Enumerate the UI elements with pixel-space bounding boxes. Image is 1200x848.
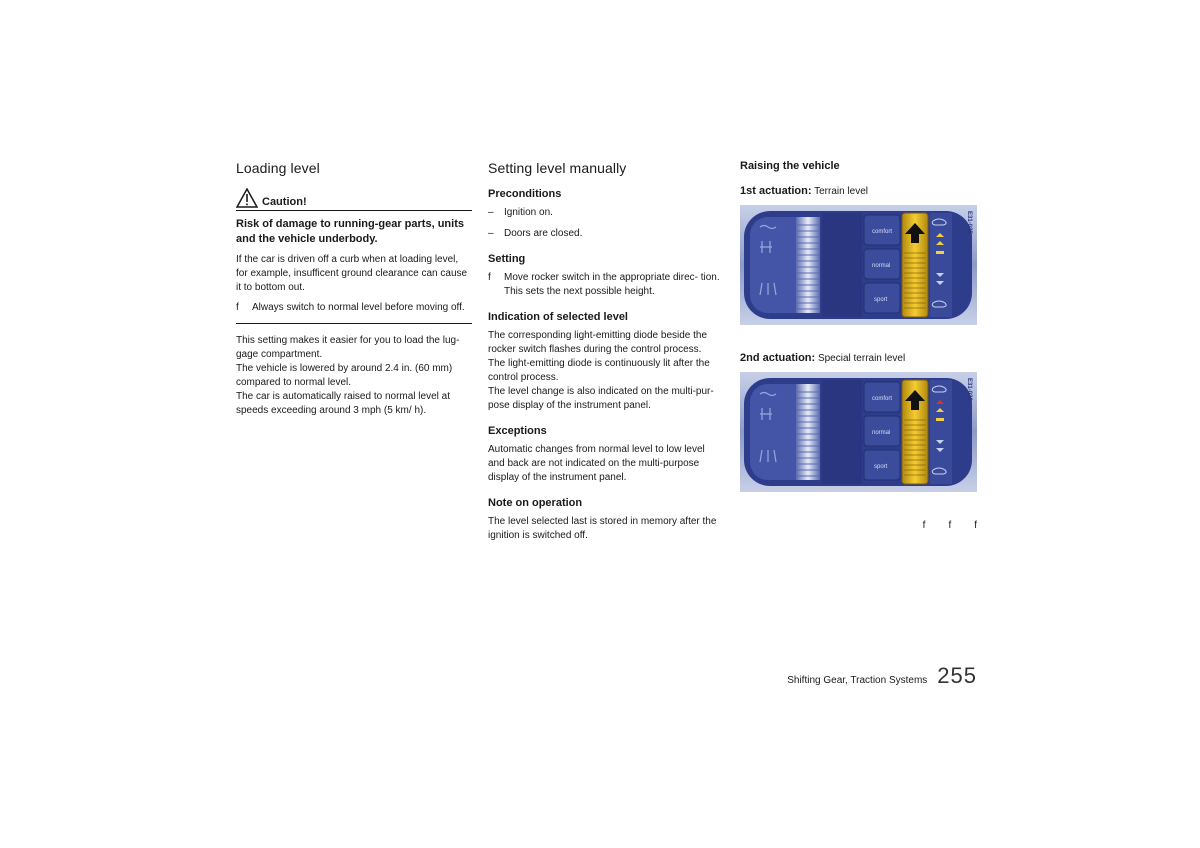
- heading-setting: Setting: [488, 253, 526, 265]
- bullet-marker: f: [236, 302, 239, 313]
- heading-raising: Raising the vehicle: [740, 160, 840, 172]
- list-text-block: [504, 271, 720, 299]
- caption-text: Special terrain level: [815, 353, 906, 364]
- divider: [236, 323, 472, 324]
- list-text: Doors are closed.: [504, 228, 583, 239]
- heading-preconditions: Preconditions: [488, 188, 562, 200]
- heading-indication: Indication of selected level: [488, 311, 628, 323]
- warning-bold-text: Risk of damage to running-gear parts, units and the vehicle underbody.: [236, 218, 464, 245]
- control-panel-image-2: [740, 372, 977, 492]
- list-text: Ignition on.: [504, 207, 553, 218]
- arrow-glyph: f: [922, 520, 926, 531]
- paragraph: Automatic changes from normal level to low level and back are not indicated on the multi-purpose display of the instrument panel.: [488, 444, 705, 483]
- arrow-glyph: f: [948, 520, 952, 531]
- heading-exceptions: Exceptions: [488, 425, 547, 437]
- footer-section-title: Shifting Gear, Traction Systems: [787, 675, 928, 686]
- page-footer: [780, 663, 977, 689]
- warning-triangle-icon: [236, 188, 258, 208]
- paragraph: This setting makes it easier for you to load the lug- gage compartment.: [236, 335, 460, 360]
- list-text: Move rocker switch in the appropriate direc- tion.: [504, 272, 720, 283]
- list-item: [488, 271, 724, 299]
- button-label-normal: normal: [872, 263, 891, 269]
- paragraph: The level change is also indicated on the multi-pur- pose display of the instrument panel.: [488, 386, 714, 411]
- page-number: 255: [937, 663, 977, 688]
- button-label-normal: normal: [872, 430, 891, 436]
- continuation-arrows: [902, 520, 977, 531]
- paragraph: The corresponding light-emitting diode beside the rocker switch flashes during the control process.: [488, 330, 708, 355]
- list-item: [488, 227, 724, 241]
- paragraph: The vehicle is lowered by around 2.4 in. (60 mm) compared to normal level.: [236, 363, 453, 388]
- button-label-sport: sport: [874, 464, 888, 470]
- bullet-marker: f: [488, 272, 491, 283]
- caption-bold: 2nd actuation:: [740, 352, 816, 364]
- caption-bold: 1st actuation:: [740, 185, 812, 197]
- control-panel-image-1: [740, 205, 977, 325]
- column-loading-level: [236, 160, 472, 418]
- warning-text: If the car is driven off a curb when at loading level, for example, insufficent ground clearance can cause it to bottom out.: [236, 254, 468, 293]
- paragraph: The level selected last is stored in memory after the ignition is switched off.: [488, 516, 717, 541]
- button-label-sport: sport: [874, 297, 888, 303]
- column-setting-level: [488, 160, 724, 549]
- column-raising-vehicle: [740, 160, 977, 531]
- list-item: [236, 301, 472, 315]
- bullet-text: Always switch to normal level before moving off.: [252, 302, 465, 313]
- list-item: [488, 206, 724, 220]
- caution-label: Caution!: [262, 196, 307, 208]
- paragraph: The light-emitting diode is continuously lit after the control process.: [488, 358, 710, 383]
- caption-2nd-actuation: [740, 351, 977, 366]
- caution-header: [236, 188, 472, 211]
- caption-text: Terrain level: [811, 186, 869, 197]
- panel-code: E31-036: [966, 378, 972, 401]
- dash-marker: –: [488, 207, 494, 218]
- arrow-glyph: f: [974, 520, 977, 531]
- heading-note: Note on operation: [488, 497, 583, 509]
- paragraph: The car is automatically raised to normal level at speeds exceeding around 3 mph (5 km/ h).: [236, 391, 450, 416]
- button-label-comfort: comfort: [872, 229, 893, 235]
- dash-marker: –: [488, 228, 494, 239]
- section-title-loading-level: Loading level: [236, 160, 320, 176]
- button-label-comfort: comfort: [872, 396, 893, 402]
- panel-code: E31-035: [966, 211, 972, 234]
- list-text: This sets the next possible height.: [504, 286, 655, 297]
- caption-1st-actuation: [740, 184, 977, 199]
- section-title-setting-level: Setting level manually: [488, 160, 627, 176]
